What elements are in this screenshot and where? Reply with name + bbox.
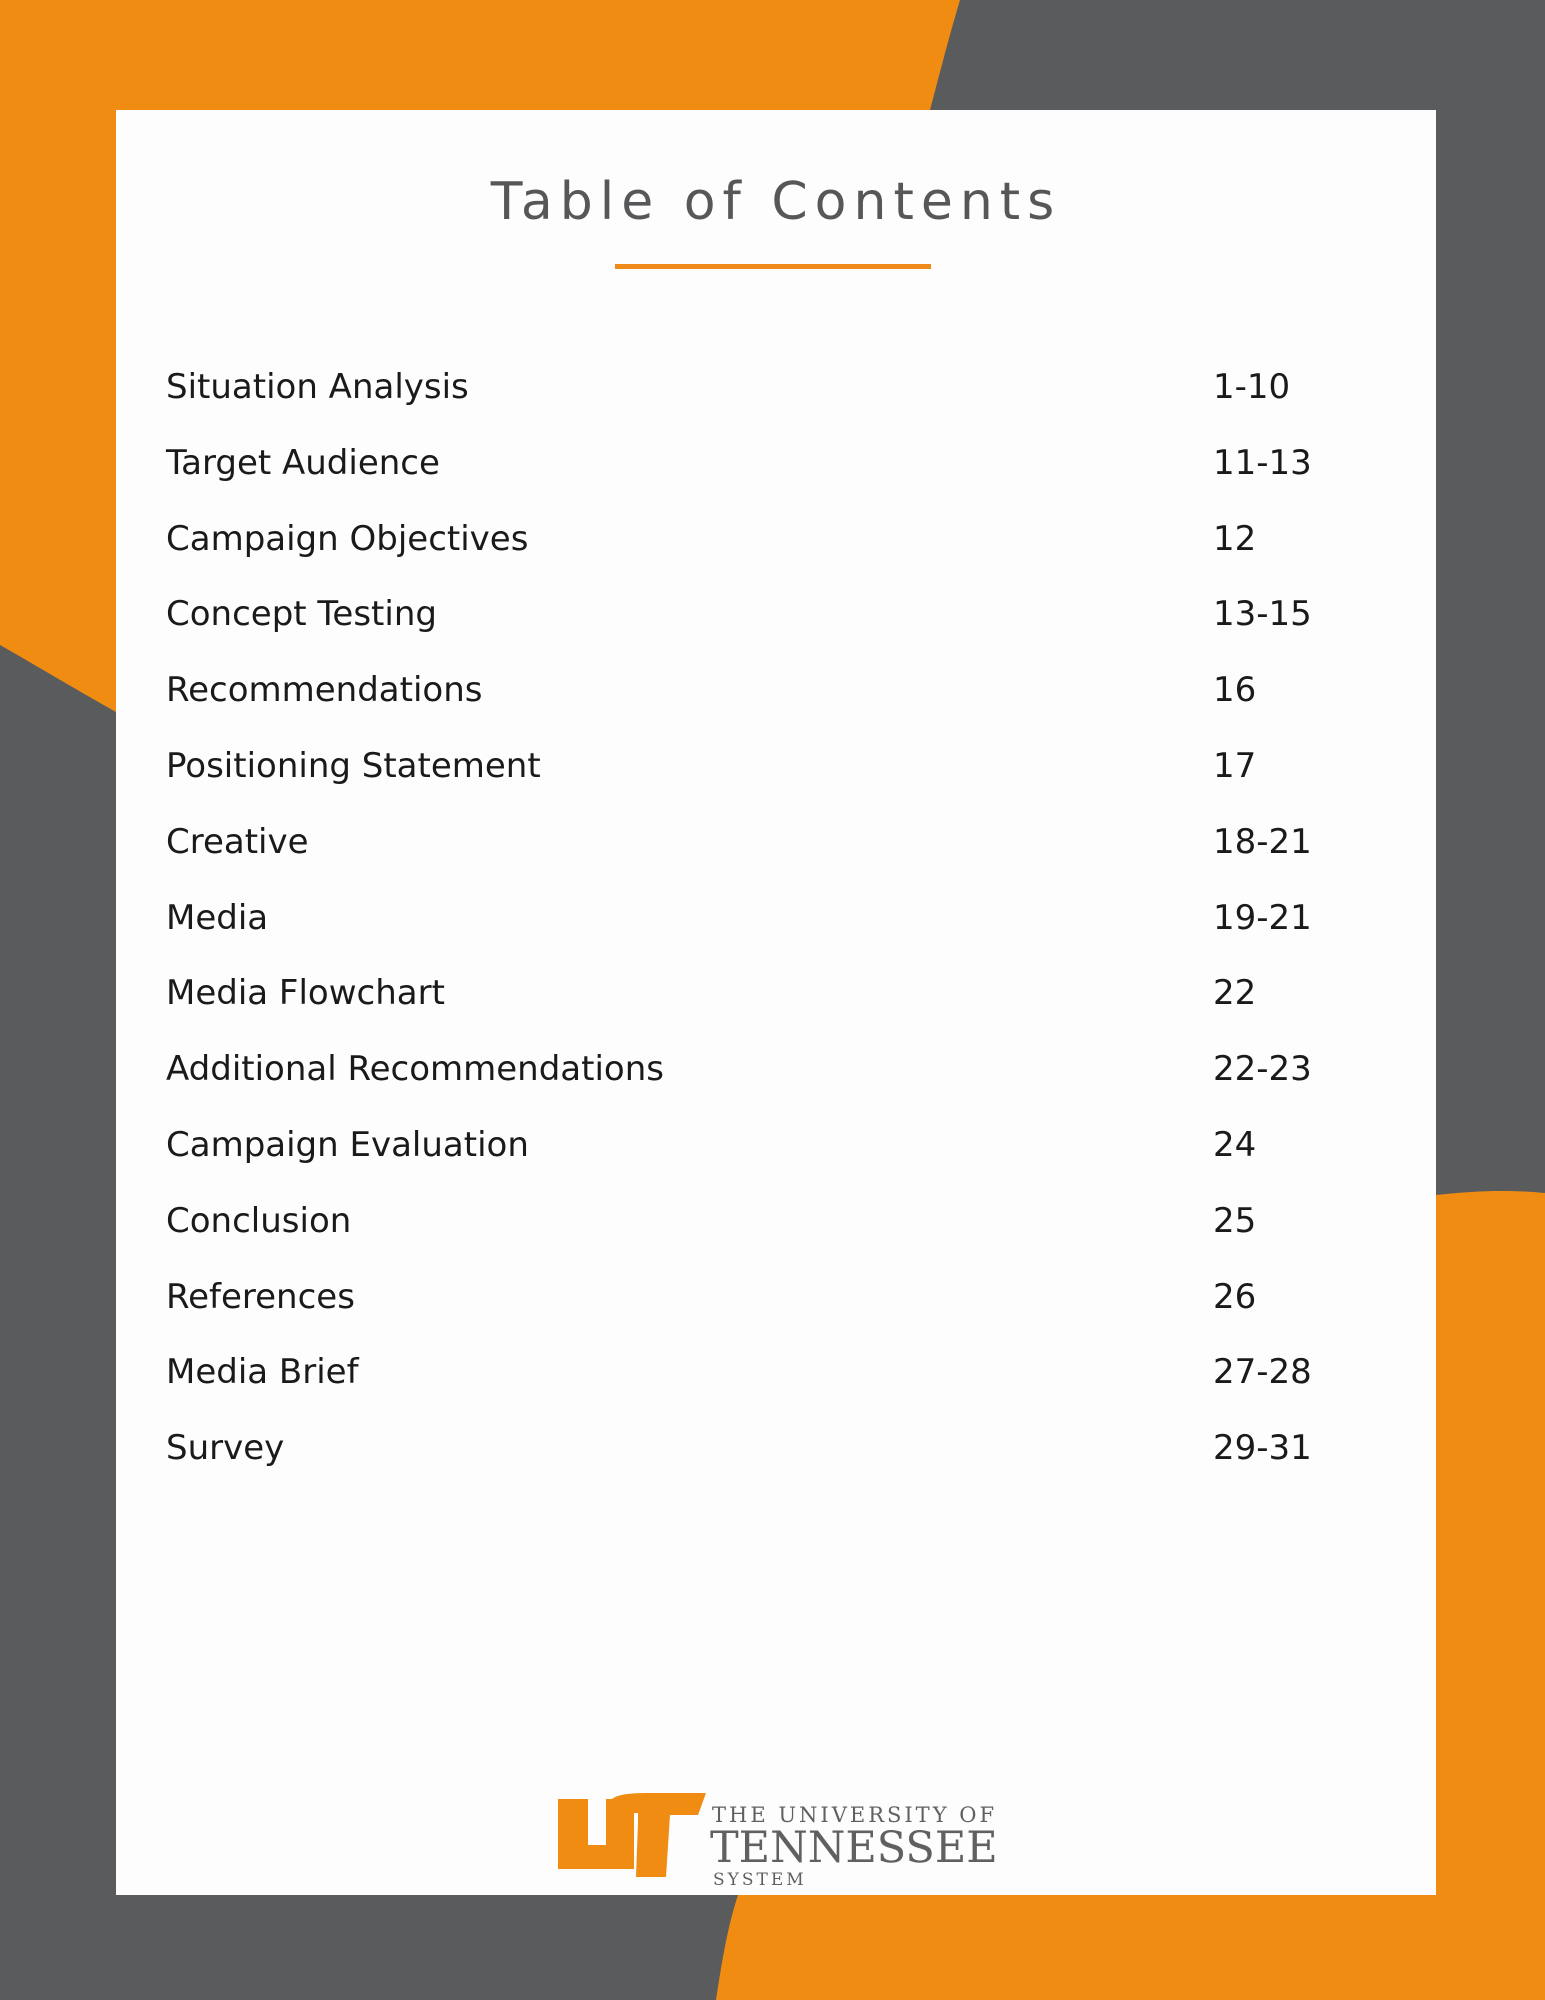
- toc-entry[interactable]: [166, 956, 1386, 1032]
- logo-text-line1: THE UNIVERSITY OF: [712, 1803, 998, 1827]
- toc-entry[interactable]: [166, 805, 1386, 881]
- ut-power-t-logo-icon: [558, 1793, 710, 1883]
- toc-entry-pages: 11-13: [1213, 442, 1312, 483]
- toc-page: [116, 110, 1436, 1895]
- toc-entry-pages: 24: [1213, 1124, 1257, 1165]
- toc-entry-pages: 26: [1213, 1276, 1257, 1317]
- toc-entry[interactable]: [166, 1108, 1386, 1184]
- toc-entry-label: References: [166, 1276, 355, 1317]
- toc-entry[interactable]: [166, 350, 1386, 426]
- toc-entry-label: Creative: [166, 821, 309, 862]
- toc-entry[interactable]: [166, 1260, 1386, 1336]
- toc-entry[interactable]: [166, 1032, 1386, 1108]
- toc-entry[interactable]: [166, 502, 1386, 578]
- toc-entry[interactable]: [166, 426, 1386, 502]
- toc-entry-label: Positioning Statement: [166, 745, 541, 786]
- toc-entry-pages: 17: [1213, 745, 1257, 786]
- toc-entry-label: Media Flowchart: [166, 973, 445, 1014]
- toc-entry[interactable]: [166, 1184, 1386, 1260]
- toc-entry-label: Concept Testing: [166, 594, 437, 635]
- toc-entry[interactable]: [166, 653, 1386, 729]
- toc-entry-pages: 1-10: [1213, 367, 1291, 407]
- toc-entry[interactable]: [166, 729, 1386, 805]
- logo-text-line2: TENNESSEE: [710, 1823, 998, 1873]
- toc-entry-label: Survey: [166, 1428, 285, 1469]
- toc-entry-pages: 22-23: [1213, 1049, 1312, 1090]
- toc-entry[interactable]: [166, 577, 1386, 653]
- logo-text-line3: SYSTEM: [713, 1870, 807, 1890]
- toc-entry-pages: 22: [1213, 973, 1257, 1014]
- toc-entry-pages: 18-21: [1213, 821, 1312, 862]
- toc-entry-label: Campaign Objectives: [166, 518, 529, 559]
- toc-entry[interactable]: [166, 1335, 1386, 1411]
- page-title: Table of Contents: [490, 172, 1062, 232]
- toc-entry-label: Recommendations: [166, 670, 483, 711]
- toc-entry-label: Situation Analysis: [166, 367, 469, 407]
- toc-entry[interactable]: [166, 881, 1386, 957]
- toc-entry-label: Conclusion: [166, 1200, 352, 1241]
- toc-list: [166, 350, 1386, 1487]
- toc-entry-label: Additional Recommendations: [166, 1049, 664, 1090]
- toc-entry-pages: 29-31: [1213, 1428, 1312, 1469]
- toc-entry-pages: 12: [1213, 518, 1257, 559]
- toc-entry[interactable]: [166, 1411, 1386, 1487]
- toc-entry-label: Campaign Evaluation: [166, 1124, 529, 1165]
- toc-entry-pages: 16: [1213, 670, 1257, 711]
- toc-entry-label: Media Brief: [166, 1352, 359, 1393]
- toc-entry-pages: 25: [1213, 1200, 1257, 1241]
- title-underline: [615, 264, 931, 269]
- toc-entry-pages: 27-28: [1213, 1352, 1312, 1393]
- toc-entry-pages: 13-15: [1213, 594, 1312, 635]
- toc-entry-label: Target Audience: [166, 442, 440, 483]
- toc-entry-label: Media: [166, 897, 269, 938]
- toc-entry-pages: 19-21: [1213, 897, 1312, 938]
- university-logo: [558, 1793, 1018, 1888]
